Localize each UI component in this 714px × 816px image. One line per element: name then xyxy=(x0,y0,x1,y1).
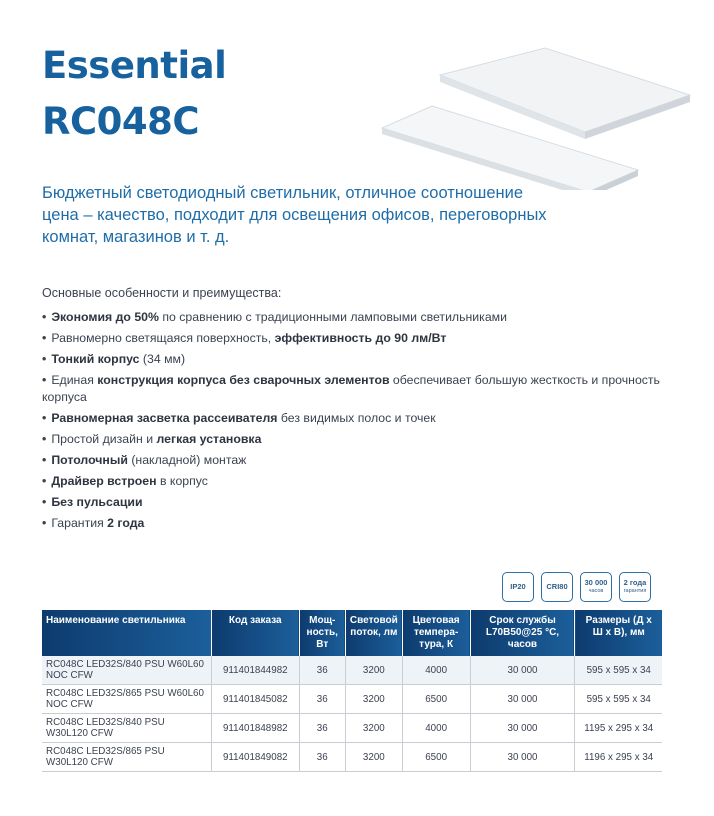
spec-badge xyxy=(541,572,573,602)
features-heading: Основные особенности и преимущества: xyxy=(42,286,282,300)
cell-color-temp: 4000 xyxy=(402,656,470,685)
header-lifetime: Срок службы L70B50@25 °C, часов xyxy=(470,610,575,656)
feature-text: Равномерно светящаяся поверхность, xyxy=(51,331,275,345)
cell-dimensions: 595 x 595 x 34 xyxy=(575,656,662,685)
cell-color-temp: 6500 xyxy=(402,743,470,772)
header-color-temp: Цветовая темпера-тура, К xyxy=(402,610,470,656)
cell-power: 36 xyxy=(299,685,345,714)
cell-lifetime: 30 000 xyxy=(470,685,575,714)
spec-table-header-row xyxy=(42,610,662,656)
spec-badge xyxy=(580,572,612,602)
cell-name: RC048C LED32S/865 PSU W60L60 NOC CFW xyxy=(42,685,211,714)
cell-code: 911401844982 xyxy=(211,656,299,685)
feature-item xyxy=(42,515,662,532)
bullet-icon: • xyxy=(42,352,47,366)
product-series-title: Essential xyxy=(42,44,227,87)
header-dimensions: Размеры (Д х Ш х В), мм xyxy=(575,610,662,656)
spec-badge xyxy=(619,572,651,602)
feature-highlight: Равномерная засветка рассеивателя xyxy=(51,411,278,425)
table-row[interactable] xyxy=(42,656,662,685)
header-name: Наименование светильника xyxy=(42,610,211,656)
badge-caption: гарантия xyxy=(623,588,647,594)
feature-text: обеспечивает большую жесткость и прочность корпуса xyxy=(42,373,660,404)
cell-color-temp: 6500 xyxy=(402,685,470,714)
cell-dimensions: 1195 x 295 x 34 xyxy=(575,714,662,743)
cell-lifetime: 30 000 xyxy=(470,714,575,743)
cell-name: RC048C LED32S/840 PSU W60L60 NOC CFW xyxy=(42,656,211,685)
cell-power: 36 xyxy=(299,743,345,772)
feature-item xyxy=(42,410,662,427)
feature-highlight: легкая установка xyxy=(156,432,262,446)
feature-highlight: Без пульсации xyxy=(51,495,143,509)
feature-text: (накладной) монтаж xyxy=(127,453,247,467)
cell-dimensions: 1196 x 295 x 34 xyxy=(575,743,662,772)
bullet-icon: • xyxy=(42,331,47,345)
bullet-icon: • xyxy=(42,453,47,467)
feature-highlight: Экономия до 50% xyxy=(51,310,159,324)
cell-flux: 3200 xyxy=(345,685,402,714)
table-row[interactable] xyxy=(42,685,662,714)
feature-highlight: эффективность до 90 лм/Вт xyxy=(274,331,447,345)
feature-item xyxy=(42,351,662,368)
header-code: Код заказа xyxy=(211,610,299,656)
feature-item xyxy=(42,452,662,469)
bullet-icon: • xyxy=(42,516,47,530)
feature-highlight: Тонкий корпус xyxy=(51,352,140,366)
feature-text: Простой дизайн и xyxy=(51,432,157,446)
cell-code: 911401849082 xyxy=(211,743,299,772)
feature-item xyxy=(42,309,662,326)
cell-power: 36 xyxy=(299,714,345,743)
intro-text: Бюджетный светодиодный светильник, отличное соотношение цена – качество, подходит для освещения офисов, переговорных комнат, магазинов и т. д. xyxy=(42,184,547,246)
feature-highlight: конструкция корпуса без сварочных элементов xyxy=(97,373,390,387)
cell-color-temp: 4000 xyxy=(402,714,470,743)
feature-text: (34 мм) xyxy=(139,352,186,366)
cell-lifetime: 30 000 xyxy=(470,656,575,685)
feature-item xyxy=(42,473,662,490)
cell-code: 911401845082 xyxy=(211,685,299,714)
cell-flux: 3200 xyxy=(345,743,402,772)
cell-flux: 3200 xyxy=(345,714,402,743)
cell-code: 911401848982 xyxy=(211,714,299,743)
spec-badge xyxy=(502,572,534,602)
header-flux: Световой поток, лм xyxy=(345,610,402,656)
product-model-title: RC048C xyxy=(42,100,200,143)
bullet-icon: • xyxy=(42,411,47,425)
cell-lifetime: 30 000 xyxy=(470,743,575,772)
table-row[interactable] xyxy=(42,714,662,743)
cell-dimensions: 595 x 595 x 34 xyxy=(575,685,662,714)
bullet-icon: • xyxy=(42,310,47,324)
feature-text: по сравнению с традиционными ламповыми светильниками xyxy=(158,310,507,324)
feature-highlight: Потолочный xyxy=(51,453,128,467)
luminaire-image xyxy=(380,40,700,190)
bullet-icon: • xyxy=(42,474,47,488)
badge-value: IP20 xyxy=(510,582,526,591)
badge-value: CRI80 xyxy=(546,582,568,591)
feature-item xyxy=(42,431,662,448)
feature-text: без видимых полос и точек xyxy=(277,411,436,425)
feature-item xyxy=(42,494,662,511)
features-list xyxy=(42,309,662,536)
cell-flux: 3200 xyxy=(345,656,402,685)
feature-item xyxy=(42,330,662,347)
badges-row xyxy=(502,572,651,602)
spec-table xyxy=(42,610,662,772)
feature-highlight: 2 года xyxy=(107,516,145,530)
cell-name: RC048C LED32S/840 PSU W30L120 CFW xyxy=(42,714,211,743)
feature-item xyxy=(42,372,662,406)
feature-text: Гарантия xyxy=(51,516,108,530)
cell-power: 36 xyxy=(299,656,345,685)
table-row[interactable] xyxy=(42,743,662,772)
cell-name: RC048C LED32S/865 PSU W30L120 CFW xyxy=(42,743,211,772)
badge-caption: часов xyxy=(588,588,604,594)
feature-highlight: Драйвер встроен xyxy=(51,474,157,488)
feature-text: Единая xyxy=(51,373,98,387)
feature-text: в корпус xyxy=(156,474,208,488)
badge-value: 30 000 xyxy=(584,578,608,587)
bullet-icon: • xyxy=(42,373,47,387)
bullet-icon: • xyxy=(42,495,47,509)
header-power: Мощ-ность, Вт xyxy=(299,610,345,656)
badge-value: 2 года xyxy=(623,578,647,587)
bullet-icon: • xyxy=(42,432,47,446)
